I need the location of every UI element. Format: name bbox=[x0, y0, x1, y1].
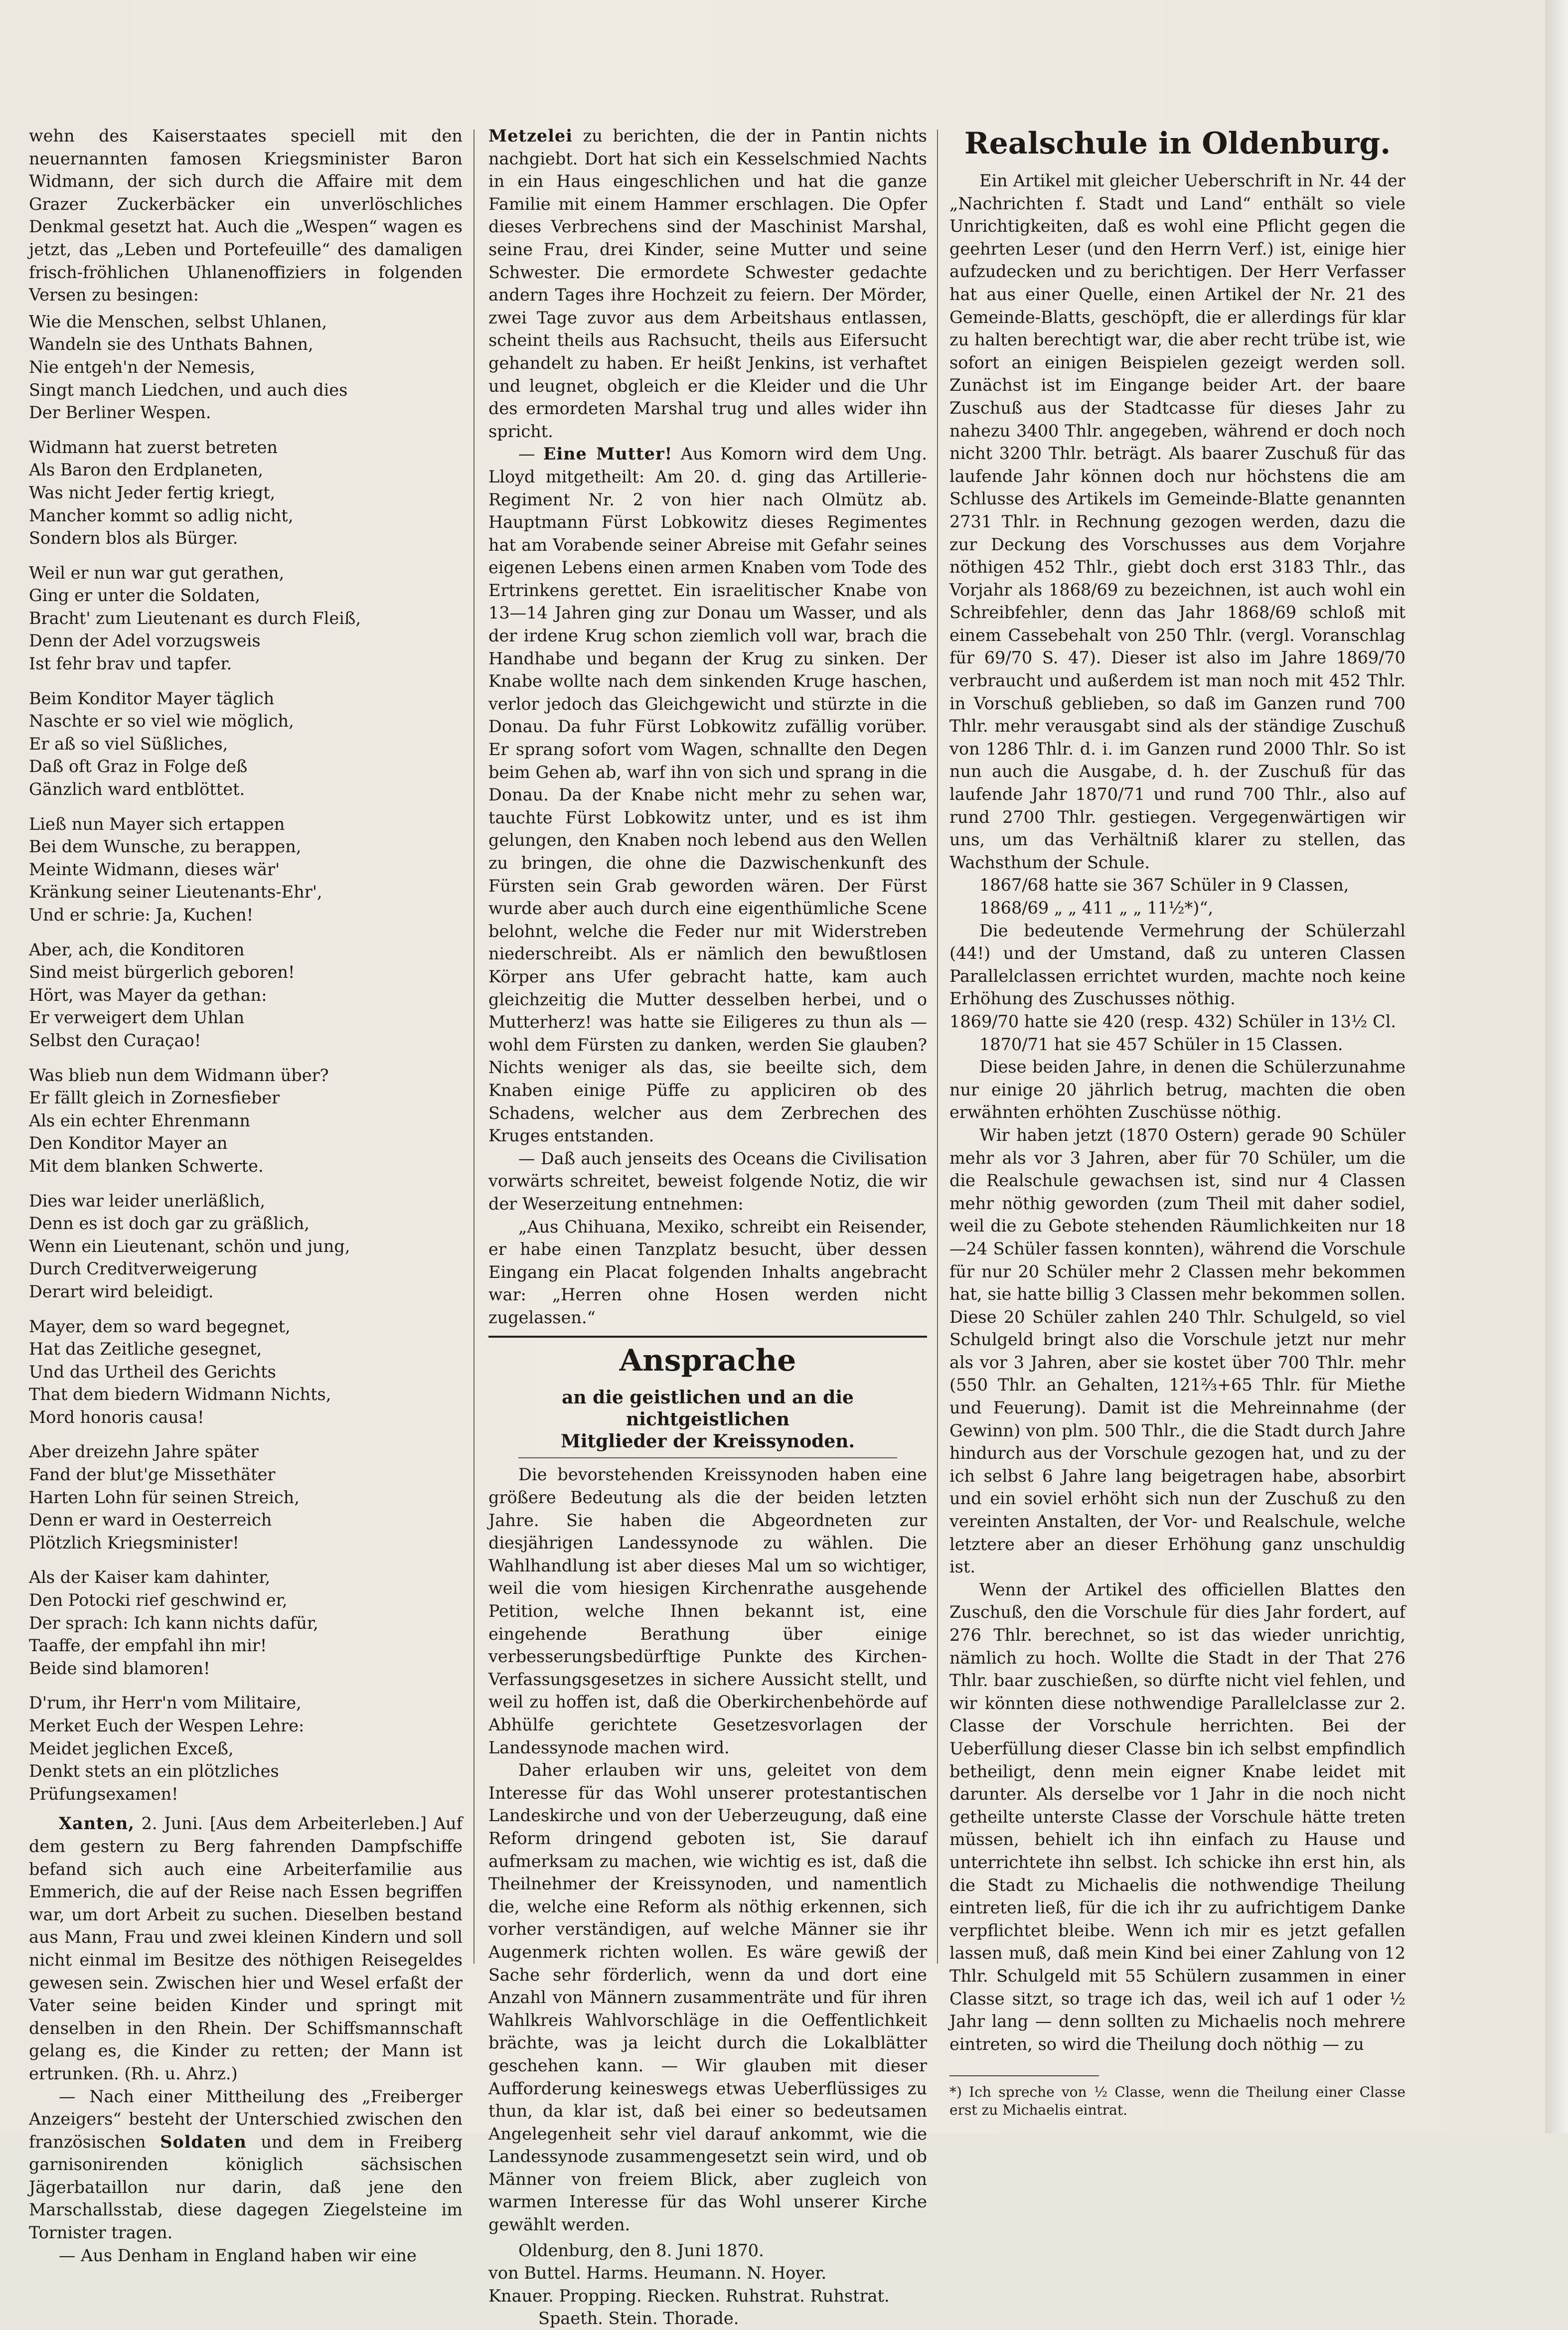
poem-line: Als ein echter Ehrenmann bbox=[29, 1110, 250, 1130]
poem-line: Als Baron den Erdplaneten, bbox=[29, 460, 264, 480]
footnote-rule bbox=[949, 2075, 1099, 2076]
poem-line: Und er schrie: Ja, Kuchen! bbox=[29, 905, 254, 925]
column-1 bbox=[29, 125, 463, 2267]
xanten-heading: Xanten, bbox=[59, 1814, 135, 1834]
poem-line: Wie die Menschen, selbst Uhlanen, bbox=[29, 311, 327, 331]
stat-line-4: 1870/71 hat sie 457 Schüler in 15 Classen. bbox=[979, 1034, 1343, 1054]
poem-line: Weil er nun war gut gerathen, bbox=[29, 563, 285, 583]
mutter-article bbox=[488, 443, 927, 1147]
realschule-title: Realschule in Oldenburg. bbox=[964, 126, 1391, 161]
section-rule bbox=[488, 1336, 927, 1338]
mutter-text: Aus Komorn wird dem Ung. Lloyd mitgetheilt: Am 20. d. ging das Artillerie-Regiment Nr. 2 von hier nach Olmütz ab. Hauptmann Fürst Lobkowitz dieses Regimentes hat am Vorabende seiner Abreise mit Gefahr seines eigenen Lebens einen armen Knaben vom Tode des Ertrinkens gerettet. Ein israelitischer Knabe von 13—14 Jahren ging zur Donau um Wasser, und als der irdene Krug schon ziemlich voll war, brach die Handhabe und begann der Krug zu sinken. Der Knabe wollte nach dem sinkenden Kruge haschen, verlor jedoch das Gleichgewicht und stürzte in die Donau. Da fuhr Fürst Lobkowitz zufällig vorüber. Er sprang sofort vom Wagen, schnallte den Degen beim Gehen ab, warf ihn von sich und sprang in die Donau. Da der Knabe nicht mehr zu sehen war, tauchte Fürst Lobkowitz unter, und es ist ihm gelungen, den Knaben noch lebend aus den Wellen zu bringen, die ohne die Dazwischenkunft des Fürsten sein Grab geworden wären. Der Fürst wurde aber auch durch eine eigenthümliche Scene belohnt, welche die Feder nur mit Widerstreben niederschreibt. Als er nämlich den bewußtlosen Körper ans Ufer gebracht hatte, kam auch gleichzeitig die Mutter desselben herbei, und o Mutterherz! was hatte sie Eiligeres zu thun als — wohl dem Fürsten zu danken, werden Sie glauben? Nichts weniger als das, sie beeilte sich, dem Knaben einige Püffe zu appliciren ob des Schadens, welcher aus dem Zerbrechen des Kruges entstanden. bbox=[488, 444, 927, 1146]
mutter-heading: Eine Mutter! bbox=[543, 444, 673, 464]
stat-line-1: 1867/68 hatte sie 367 Schüler in 9 Classen, bbox=[979, 875, 1349, 895]
poem-line: Mayer, dem so ward begegnet, bbox=[29, 1316, 291, 1336]
poem-line: Prüfungsexamen! bbox=[29, 1784, 178, 1804]
soldaten-heading: Soldaten bbox=[160, 2132, 247, 2152]
xanten-article bbox=[29, 1812, 463, 2085]
poem-line: Singt manch Liedchen, und auch dies bbox=[29, 380, 348, 400]
realschule-paragraph-1: Ein Artikel mit gleicher Ueberschrift in Nr. 44 der „Nachrichten f. Stadt und Land“ enthält so viele Unrichtigkeiten, daß es wohl eine Pflicht gegen die geehrten Leser (und den Herrn Verf.) ist, einige hier aufzudecken und zu berichtigen. Der Herr Verfasser hat aus einer Quelle, einen Artikel der Nr. 21 des Gemeinde-Blatts, geschöpft, die er allerdings für klar zu halten berechtigt war, die aber recht trübe ist, wie sofort an einigen Beispielen gezeigt werden soll. Zunächst ist im Eingange beider Art. der baare Zuschuß aus der Stadtcasse für dieses Jahr zu nahezu 3400 Thlr. angegeben, während er doch noch nicht 3200 Thlr. beträgt. Als baarer Zuschuß für das laufende Jahr können doch nur höchstens die am Schlusse des Artikels im Gemeinde-Blatte genannten 2731 Thlr. in Rechnung gezogen werden, dazu die zur Deckung des Vorschusses aus dem Vorjahre nöthigen 452 Thlr., giebt doch erst 3183 Thlr., das Vorjahr als 1868/69 zu bezeichnen, ist auch wohl ein Schreibfehler, denn das Jahr 1868/69 schloß mit einem Cassebehalt von 250 Thlr. (vergl. Voranschlag für 69/70 S. 47). Dieser ist also im Jahre 1869/70 verbraucht und außerdem ist man noch mit 452 Thlr. in Vorschuß geblieben, so daß im Ganzen rund 700 Thlr. mehr verausgabt sind als der ständige Zuschuß von 1286 Thlr. d. i. im Ganzen rund 2000 Thlr. So ist nun auch die Ausgabe, d. h. der Zuschuß für das laufende Jahr 1870/71 und rund 700 Thlr., also auf rund 2700 Thlr. gestiegen. Vergegenwärtigen wir uns, um das Verhältniß klarer zu stellen, das Wachsthum der Schule. bbox=[949, 171, 1406, 872]
poem-line: Was blieb nun dem Widmann über? bbox=[29, 1065, 329, 1085]
column-rule bbox=[473, 130, 474, 1964]
stat-line-3: 1869/70 hatte sie 420 (resp. 432) Schüler in 13½ Cl. bbox=[949, 1011, 1396, 1031]
poem-line: Sondern blos als Bürger. bbox=[29, 528, 238, 548]
poem-line: Taaffe, der empfahl ihn mir! bbox=[29, 1636, 267, 1656]
intro-paragraph: wehn des Kaiserstaates speciell mit den neuernannten famosen Kriegsminister Baron Widmann, der sich durch die Affaire mit dem Grazer Zuckerbäcker ein unverlöschliches Denkmal gesetzt hat. Auch die „Wespen“ wagen es jetzt, das „Leben und Portefeuille“ des damaligen frisch-fröhlichen Uhlanenoffiziers in folgenden Versen zu besingen: bbox=[29, 126, 463, 305]
xanten-text: 2. Juni. [Aus dem Arbeiterleben.] Auf dem gestern zu Berg fahrenden Dampfschiffe befand sich auch eine Arbeiterfamilie aus Emmerich, die auf der Reise nach Essen begriffen war, um dort Arbeit zu suchen. Dieselben bestand aus Mann, Frau und zwei kleinen Kindern und soll nicht einmal im Besitze des nöthigen Reisegeldes gewesen sein. Zwischen hier und Wesel erfaßt der Vater seine beiden Kinder und springt mit denselben in den Rhein. Der Schiffsmannschaft gelang es, die Kinder zu retten; der Mann ist ertrunken. (Rh. u. Ahrz.) bbox=[29, 1814, 463, 2083]
signature-line-3: Spaeth. Stein. Thorade. bbox=[538, 2309, 739, 2329]
poem-line: Er aß so viel Süßliches, bbox=[29, 734, 228, 754]
poem-line: Hat das Zeitliche gesegnet, bbox=[29, 1339, 262, 1359]
ansprache-paragraph-2: Daher erlauben wir uns, geleitet von dem Interesse für das Wohl unserer protestantischen Landeskirche und von der Ueberzeugung, daß eine Reform dringend geboten ist, Sie darauf aufmerksam zu machen, wie wichtig es ist, daß die Theilnehmer der Kreissynoden, und namentlich die, welche eine Reform als nöthig erkennen, sich vorher verständigen, auf welche Männer sie ihr Augenmerk richten wollen. Es wäre gewiß der Sache sehr förderlich, wenn da und dort eine Anzahl von Männern zusammenträte und für ihren Wahlkreis Wahlvorschläge in die Oeffentlichkeit brächte, was ja leicht durch die Lokalblätter geschehen kann. — Wir glauben mit dieser Aufforderung keineswegs etwas Ueberflüssiges zu thun, da klar ist, daß bei einer so bedeutsamen Angelegenheit sehr viel darauf ankommt, wie die Landessynode zusammengesetzt sein wird, und ob Männer von freiem Blick, aber zugleich von warmen Interesse für das Wohl unserer Kirche gewählt werden. bbox=[488, 1760, 927, 2235]
poem-line: Denkt stets an ein plötzliches bbox=[29, 1761, 279, 1781]
poem-line: D'rum, ihr Herr'n vom Militaire, bbox=[29, 1693, 302, 1713]
poem-line: Derart wird beleidigt. bbox=[29, 1281, 214, 1301]
denham-article: — Aus Denham in England haben wir eine bbox=[59, 2245, 417, 2265]
signature-line-1: von Buttel. Harms. Heumann. N. Hoyer. bbox=[488, 2263, 827, 2283]
poem-line: Den Potocki rief geschwind er, bbox=[29, 1590, 288, 1610]
soldaten-pre: — Nach einer Mittheilung des „Freiberger Anzeigers“ besteht der Unterschied zwischen den französischen bbox=[29, 2086, 463, 2152]
metzelei-heading: Metzelei bbox=[488, 126, 573, 146]
poem-line: Ging er unter die Soldaten, bbox=[29, 586, 261, 606]
poem-line: Er fällt gleich in Zornesfieber bbox=[29, 1088, 280, 1108]
stat-line-2: 1868/69 „ „ 411 „ „ 11½*)“, bbox=[979, 898, 1214, 918]
poem-line: Naschte er so viel wie möglich, bbox=[29, 711, 294, 731]
column-2 bbox=[488, 125, 927, 2330]
poem-line: Dies war leider unerläßlich, bbox=[29, 1191, 266, 1211]
poem-line: Wenn ein Lieutenant, schön und jung, bbox=[29, 1236, 350, 1256]
poem-line: Aber dreizehn Jahre später bbox=[29, 1442, 259, 1462]
signature-line-2: Knauer. Propping. Riecken. Ruhstrat. Ruhstrat. bbox=[488, 2286, 890, 2306]
poem-line: Wandeln sie des Unthats Bahnen, bbox=[29, 334, 314, 354]
poem-line: Mit dem blanken Schwerte. bbox=[29, 1156, 264, 1176]
mutter-dash: — bbox=[518, 444, 543, 464]
mexico-quote: „Aus Chihuana, Mexiko, schreibt ein Reisender, er habe einen Tanzplatz besucht, über dessen Eingang ein Placat folgenden Inhalts angebracht war: „Herren ohne Hosen werden nicht zugelassen.“ bbox=[488, 1217, 927, 1327]
poem-line: Beim Konditor Mayer täglich bbox=[29, 688, 275, 708]
subtitle-rule bbox=[518, 1457, 897, 1458]
poem-line: Den Konditor Mayer an bbox=[29, 1133, 228, 1153]
poem-line: Hört, was Mayer da gethan: bbox=[29, 985, 267, 1005]
poem-line: Sind meist bürgerlich geboren! bbox=[29, 962, 295, 982]
ansprache-subtitle-2: Mitglieder der Kreissynoden. bbox=[561, 1431, 855, 1452]
ansprache-subtitle-1: an die geistlichen und an die nichtgeistlichen bbox=[562, 1387, 854, 1430]
poem-line: Was nicht Jeder fertig kriegt, bbox=[29, 482, 276, 502]
poem-line: Bei dem Wunsche, zu berappen, bbox=[29, 837, 302, 857]
poem-line: Der sprach: Ich kann nichts dafür, bbox=[29, 1613, 318, 1633]
poem-line: Und das Urtheil des Gerichts bbox=[29, 1362, 276, 1382]
realschule-paragraph-5: Wenn der Artikel des officiellen Blattes den Zuschuß, den die Vorschule für dies Jahr fordert, auf 276 Thlr. berechnet, so ist das wieder unrichtig, nämlich zu hoch. Wollte die Stadt in der That 276 Thlr. baar zuschießen, so dürfte nicht viel fehlen, und wir könnten diese nothwendige Parallelclasse zur 2. Classe der Vorschule herrichten. Bei der Ueberfüllung dieser Classe bin ich selbst empfindlich betheiligt, denn mein eigner Knabe leidet mit darunter. Als derselbe vor 1 Jahr in die noch nicht getheilte unterste Classe der Vorschule hätte treten müssen, behielt ich ihn einfach zu Hause und unterrichtete ihn selbst. Ich schicke ihn erst hin, als die Stadt zu Michaelis die nothwendige Theilung eintreten ließ, für die ich ihr zu aufrichtigem Danke verpflichtet bleibe. Wenn ich mir es jetzt gefallen lassen muß, daß mein Kind bei einer Zahlung von 12 Thlr. Schulgeld mit 55 Schülern zusammen in einer Classe sitzt, so trage ich das, weil ich auf 1 oder ½ Jahr lang — denn sollten zu Michaelis noch mehrere eintreten, so wird die Theilung doch nöthig — zu bbox=[949, 1579, 1406, 2054]
poem-line: Denn er ward in Oesterreich bbox=[29, 1510, 272, 1530]
poem-line: Harten Lohn für seinen Streich, bbox=[29, 1487, 300, 1507]
poem-line: Denn es ist doch gar zu gräßlich, bbox=[29, 1214, 310, 1234]
poem-line: Als der Kaiser kam dahinter, bbox=[29, 1567, 271, 1587]
poem-line: Der Berliner Wespen. bbox=[29, 403, 211, 423]
poem-line: Denn der Adel vorzugsweis bbox=[29, 631, 261, 651]
poem-line: Selbst den Curaçao! bbox=[29, 1030, 201, 1050]
poem-line: Durch Creditverweigerung bbox=[29, 1259, 258, 1279]
poem-line: Widmann hat zuerst betreten bbox=[29, 437, 278, 457]
poem-line: Bracht' zum Lieutenant es durch Fleiß, bbox=[29, 608, 361, 628]
poem-line: Merket Euch der Wespen Lehre: bbox=[29, 1716, 305, 1735]
poem-line: Fand der blut'ge Missethäter bbox=[29, 1465, 276, 1485]
poem-line: Mancher kommt so adlig nicht, bbox=[29, 505, 294, 525]
poem-line: Aber, ach, die Konditoren bbox=[29, 939, 245, 959]
soldaten-article bbox=[29, 2085, 463, 2244]
page-edge bbox=[1545, 0, 1568, 2133]
poem-line: Ist fehr brav und tapfer. bbox=[29, 654, 232, 674]
poem-line: Meidet jeglichen Exceß, bbox=[29, 1738, 234, 1758]
ansprache-paragraph-1: Die bevorstehenden Kreissynoden haben eine größere Bedeutung als die der beiden letzten Jahre. Sie haben die Abgeordneten zur diesjährigen Landessynode zu wählen. Die Wahlhandlung ist aber dieses Mal um so wichtiger, weil die vom hiesigen Kirchenrathe ausgehende Petition, welche Ihnen bekannt ist, eine eingehende Berathung über einige verbesserungsbedürftige Punkte des Kirchen-Verfassungsgesetzes in sichere Aussicht stellt, und weil zu hoffen ist, daß die Oberkirchenbehörde auf Abhülfe gerichtete Gesetzesvorlagen der Landessynode machen wird. bbox=[488, 1465, 927, 1757]
column-rule bbox=[937, 130, 938, 1964]
poem-line: That dem biedern Widmann Nichts, bbox=[29, 1385, 331, 1404]
realschule-paragraph-4: Wir haben jetzt (1870 Ostern) gerade 90 Schüler mehr als vor 3 Jahren, aber für 70 Schüler, um die die Realschule gewachsen ist, sind nur 4 Classen mehr nöthig geworden (zum Theil mit daher sodiel, weil die zu Gebote stehenden Räumlichkeiten nur 18—24 Schüler fassen konnten), während die Vorschule für nur 20 Schüler mehr 2 Classen mehr bekommen hat, sie hatte billig 3 Classen mehr bekommen sollen. Diese 20 Schüler zahlen 240 Thlr. Schulgeld, so viel Schulgeld bringt also die Vorschule jetzt nur mehr als vor 3 Jahren, aber sie kostet über 700 Thlr. mehr (550 Thlr. an Gehalten, 121⅔+65 Thlr. für Miethe und Feuerung). Damit ist die Mehreinnahme (der Gewinn) von plm. 500 Thlr., die die Stadt durch Jahre hindurch aus der Vorschule gezogen hat, und zu der ich selbst 6 Jahre lang beigetragen habe, absorbirt und ein soviel erhöht sich nun der Zuschuß zu den vereinten Anstalten, der Vor- und Realschule, welche letztere aber an dieser Erhöhung ganz unschuldig ist. bbox=[949, 1125, 1406, 1577]
realschule-paragraph-3: Diese beiden Jahre, in denen die Schülerzunahme nur einige 20 jährlich betrug, machten die oben erwähnten erhöhten Zuschüsse nöthig. bbox=[949, 1057, 1406, 1122]
signatures bbox=[488, 2239, 927, 2330]
poem bbox=[29, 311, 463, 1806]
realschule-paragraph-2: Die bedeutende Vermehrung der Schülerzahl (44!) und der Umstand, daß zu unteren Classen Parallelclassen errichtet wurden, machte noch keine Erhöhung des Zuschusses nöthig. bbox=[949, 921, 1406, 1009]
poem-line: Er verweigert dem Uhlan bbox=[29, 1008, 245, 1028]
poem-line: Plötzlich Kriegsminister! bbox=[29, 1533, 239, 1553]
metzelei-text: zu berichten, die der in Pantin nichts nachgiebt. Dort hat sich ein Kesselschmied Nachts in ein Haus eingeschlichen und hat die ganze Familie mit einem Hammer erschlagen. Die Opfer dieses Verbrechens sind der Maschinist Marshal, seine Frau, drei Kinder, seine Mutter und seine Schwester. Die ermordete Schwester gedachte andern Tages ihre Hochzeit zu feiern. Der Mörder, zwei Tage zuvor aus dem Arbeitshaus entlassen, scheint theils aus Rachsucht, theils aus Eifersucht gehandelt zu haben. Er heißt Jenkins, ist verhaftet und leugnet, obgleich er die Kleider und die Uhr des ermordeten Marshal trug und alles wider ihn spricht. bbox=[488, 126, 927, 441]
metzelei-article bbox=[488, 125, 927, 443]
footnote: *) Ich spreche von ½ Classe, wenn die Theilung einer Classe erst zu Michaelis eintrat. bbox=[949, 2084, 1406, 2119]
civilisation-article: — Daß auch jenseits des Oceans die Civilisation vorwärts schreitet, beweist folgende Notiz, die wir der Weserzeitung entnehmen: bbox=[488, 1148, 927, 1214]
poem-line: Beide sind blamoren! bbox=[29, 1658, 210, 1678]
poem-line: Nie entgeh'n der Nemesis, bbox=[29, 357, 256, 377]
poem-line: Meinte Widmann, dieses wär' bbox=[29, 859, 280, 879]
soldaten-post: und dem in Freiberg garnisonirenden königlich sächsischen Jägerbataillon nur darin, daß jene den Marschallsstab, diese dagegen Ziegelsteine im Tornister tragen. bbox=[29, 2132, 463, 2243]
poem-line: Kränkung seiner Lieutenants-Ehr', bbox=[29, 882, 322, 902]
column-3 bbox=[949, 125, 1406, 2119]
poem-line: Mord honoris causa! bbox=[29, 1407, 204, 1427]
date-line: Oldenburg, den 8. Juni 1870. bbox=[518, 2240, 764, 2260]
poem-line: Daß oft Graz in Folge deß bbox=[29, 757, 248, 777]
ansprache-title: Ansprache bbox=[619, 1343, 796, 1379]
poem-line: Ließ nun Mayer sich ertappen bbox=[29, 814, 285, 834]
poem-line: Gänzlich ward entblöttet. bbox=[29, 779, 245, 799]
